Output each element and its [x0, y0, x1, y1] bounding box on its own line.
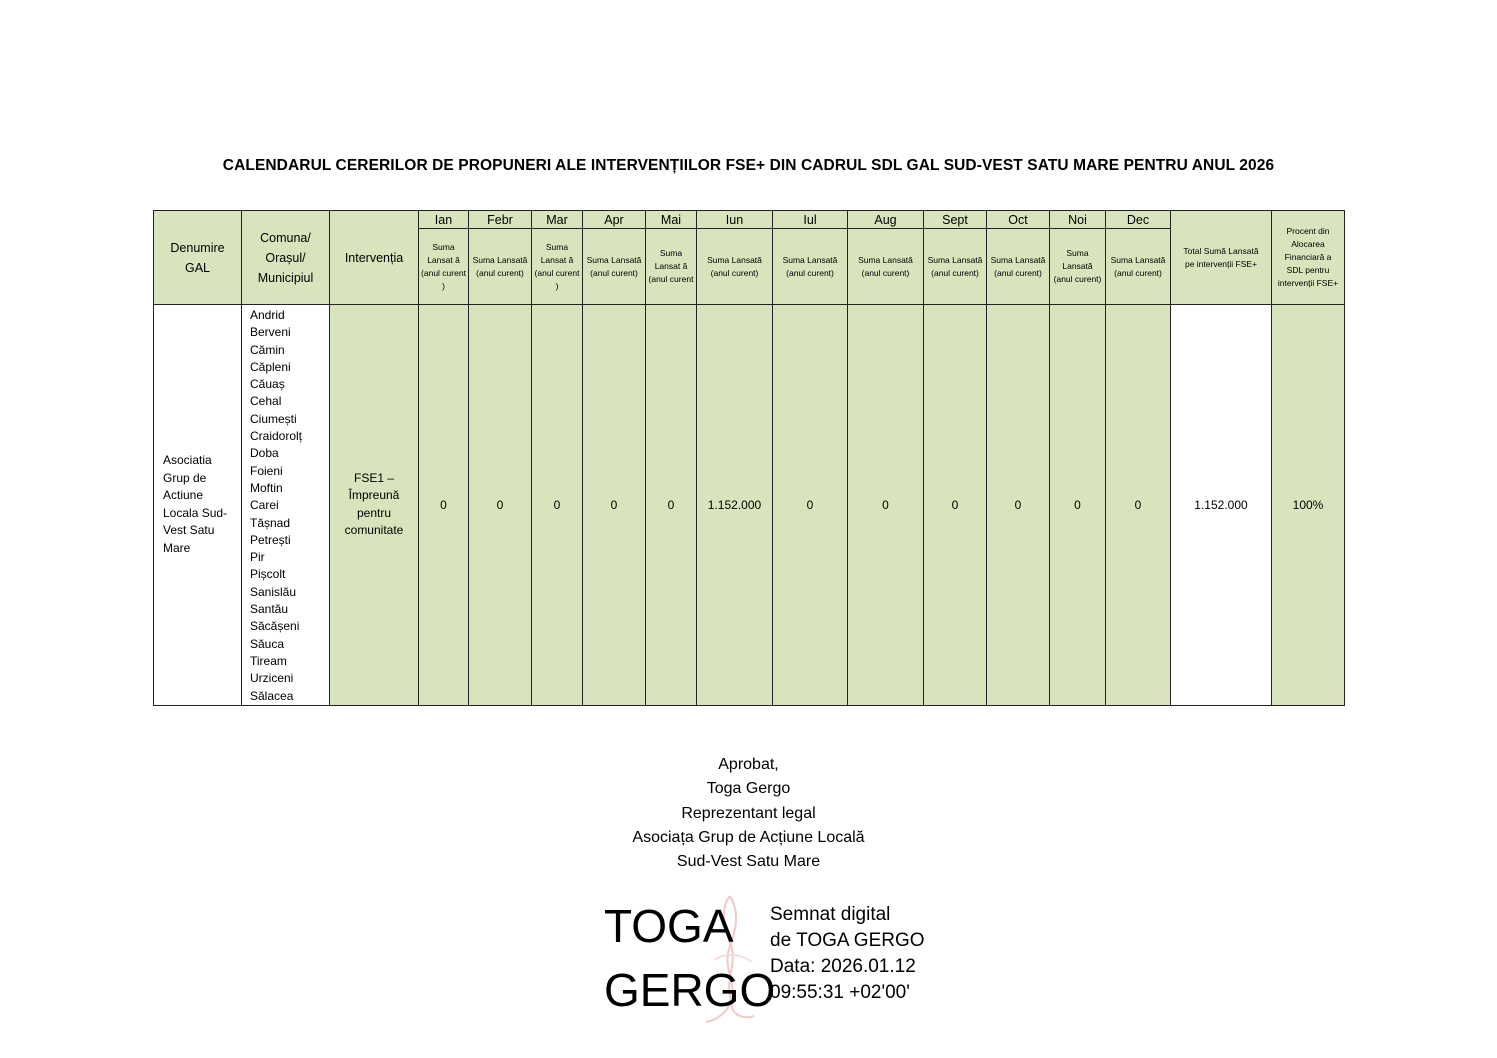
month-subheader: Suma Lansată (anul curent) [1050, 229, 1106, 305]
value-cell: 0 [1050, 305, 1106, 706]
comuna-item: Pișcolt [250, 567, 286, 582]
calendar-table [153, 210, 1345, 706]
value-cell: 0 [469, 305, 532, 706]
signature-info-line: Semnat digital [770, 904, 891, 925]
comuna-item: Pir [250, 550, 265, 565]
total-cell: 1.152.000 [1171, 305, 1272, 706]
approver-name: Toga Gergo [706, 780, 791, 798]
comuna-item: Santău [250, 602, 289, 617]
approval-label: Aprobat, [718, 756, 779, 773]
month-subheader: Suma Lansat ă (anul curent [646, 229, 697, 305]
value-cell: 0 [419, 305, 469, 706]
signature-name-line: GERGO [604, 964, 776, 1016]
month-subheader: Suma Lansată (anul curent) [697, 229, 773, 305]
comuna-item: Petrești [250, 532, 291, 547]
value-cell: 0 [583, 305, 646, 706]
approval-block [0, 753, 1497, 874]
header-comuna-text: Comuna/ Orașul/ Municipiul [257, 230, 314, 285]
header-total [1171, 211, 1272, 305]
comuna-item: Cămin [250, 342, 285, 357]
digital-signature [604, 890, 944, 1030]
comuna-item: Berveni [250, 325, 291, 340]
header-comuna [242, 211, 330, 305]
month-header: Iun [697, 211, 773, 229]
comuna-item: Căuaș [250, 377, 285, 392]
value-cell: 0 [987, 305, 1050, 706]
value-cell: 0 [646, 305, 697, 706]
comuna-item: Carei [250, 498, 279, 513]
header-total-text: Total Sumă Lansată pe intervenții FSE+ [1183, 245, 1259, 269]
month-subheader: Suma Lansată (anul curent) [924, 229, 987, 305]
month-subheader: Suma Lansată (anul curent) [848, 229, 924, 305]
gal-name-cell: Asociatia Grup de Actiune Locala Sud-Vest Satu Mare [154, 305, 242, 706]
comuna-item: Foieni [250, 463, 283, 478]
comuna-item: Săcășeni [250, 619, 300, 634]
month-subheader: Suma Lansată (anul curent) [469, 229, 532, 305]
value-cell: 0 [848, 305, 924, 706]
comune-cell [242, 305, 330, 706]
comuna-item: Căpleni [250, 359, 291, 374]
month-subheader: Suma Lansat ă (anul curent ) [419, 229, 469, 305]
value-cell: 0 [532, 305, 583, 706]
interventia-cell [330, 305, 419, 706]
comuna-item: Ciumești [250, 411, 297, 426]
document-title: CALENDARUL CERERILOR DE PROPUNERI ALE INTERVENȚIILOR FSE+ DIN CADRUL SDL GAL SUD-VEST SATU MARE PENTRU ANUL 2026 [222, 157, 1275, 174]
organization-name: Asociața Grup de Acțiune Locală [632, 828, 865, 846]
comuna-item: Moftin [250, 480, 283, 495]
comuna-item: Cehal [250, 394, 282, 409]
month-subheader: Suma Lansat ă (anul curent ) [532, 229, 583, 305]
month-header: Apr [583, 211, 646, 229]
comuna-item: Sălacea [250, 688, 294, 703]
signature-info-line: de TOGA GERGO [770, 930, 925, 951]
value-cell: 0 [1106, 305, 1171, 706]
header-procent [1272, 211, 1345, 305]
comuna-item: Andrid [250, 308, 285, 322]
month-subheader: Suma Lansată (anul curent) [583, 229, 646, 305]
month-subheader: Suma Lansată (anul curent) [987, 229, 1050, 305]
month-header: Oct [987, 211, 1050, 229]
procent-cell: 100% [1272, 305, 1345, 706]
month-header: Mai [646, 211, 697, 229]
month-header: Mar [532, 211, 583, 229]
header-interventia: Intervenția [330, 211, 419, 305]
value-cell: 0 [773, 305, 848, 706]
signature-name [604, 894, 775, 1022]
header-procent-text: Procent din Alocarea Financiară a SDL pentru intervenții FSE+ [1277, 226, 1339, 288]
month-header: Febr [469, 211, 532, 229]
table-row [154, 305, 1345, 706]
signature-info [770, 902, 925, 1006]
comuna-item: Săuca [250, 636, 285, 651]
month-header: Dec [1106, 211, 1171, 229]
signature-date: Data: 2026.01.12 [770, 956, 916, 977]
comuna-item: Urziceni [250, 671, 294, 686]
header-gal [154, 211, 242, 305]
month-subheader: Suma Lansată (anul curent) [1106, 229, 1171, 305]
signature-name-line: TOGA [604, 900, 734, 952]
comuna-item: Sanislău [250, 584, 297, 599]
month-header: Aug [848, 211, 924, 229]
header-gal-text: Denumire GAL [170, 240, 225, 275]
month-header: Sept [924, 211, 987, 229]
month-header: Ian [419, 211, 469, 229]
value-cell: 1.152.000 [697, 305, 773, 706]
comuna-item: Tiream [250, 653, 287, 668]
approver-role: Reprezentant legal [681, 804, 816, 822]
comuna-item: Craidorolț [250, 429, 303, 444]
comuna-item: Tășnad [250, 515, 291, 530]
month-header: Noi [1050, 211, 1106, 229]
signature-time: 09:55:31 +02'00' [770, 982, 910, 1003]
month-subheader: Suma Lansată (anul curent) [773, 229, 848, 305]
month-header: Iul [773, 211, 848, 229]
value-cell: 0 [924, 305, 987, 706]
organization-name-cont: Sud-Vest Satu Mare [676, 853, 821, 871]
interventia-text: FSE1 – Împreună pentru comunitate [344, 470, 404, 538]
comuna-item: Doba [250, 446, 279, 461]
